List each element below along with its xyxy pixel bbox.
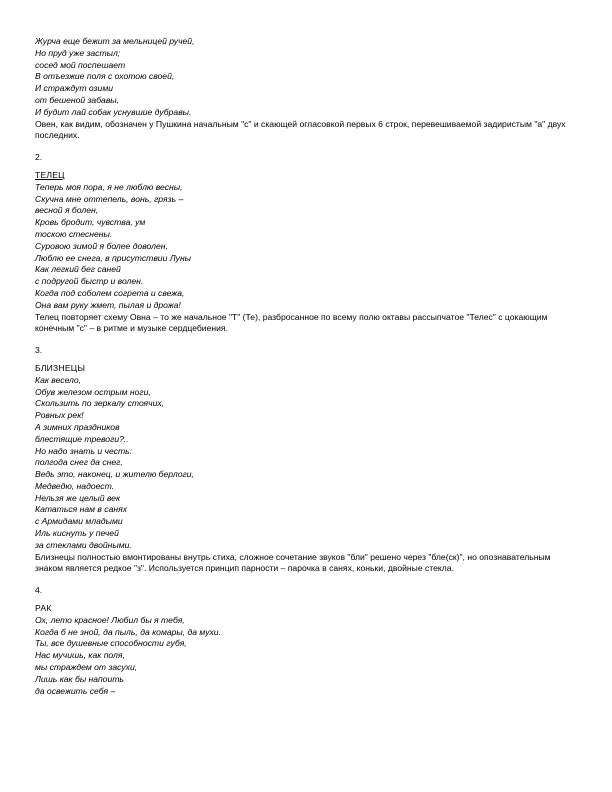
verse-line: Ровных рек! — [35, 410, 84, 421]
verse-line: весной я болен, — [35, 205, 99, 216]
section-title-cancer: РАК — [35, 603, 52, 614]
section-number: 2. — [35, 152, 43, 163]
verse-line: Люблю ее снега, в присутствии Луны — [35, 252, 191, 263]
verse-line: Медведю, надоест. — [35, 480, 115, 491]
verse-line: Как легкий бег саней — [35, 264, 121, 275]
verse-line: от бешеной забавы, — [35, 94, 120, 105]
verse-line: А зимних праздников — [35, 421, 120, 432]
verse-line: Теперь моя пора, я не люблю весны, — [35, 181, 183, 192]
verse-aries — [35, 36, 580, 119]
verse-line: блестящие тревоги?.. — [35, 433, 129, 444]
verse-line: И будит лай собак уснувшие дубравы. — [35, 106, 192, 117]
verse-line: мы страждем от засухи, — [35, 662, 138, 673]
verse-line: Кататься нам в санях — [35, 504, 127, 515]
section-number: 4. — [35, 585, 43, 596]
verse-line: Ох, лето красное! Любил бы я тебя, — [35, 614, 185, 625]
verse-line: Ведь это, наконец, и жителю берлоги, — [35, 469, 194, 480]
verse-line: с Армидами младыми — [35, 516, 123, 527]
verse-line: Скучна мне оттепель, вонь, грязь – — [35, 193, 184, 204]
comment-taurus: Телец повторяет схему Овна – то же начальное "Т" (Те), разбросанное по всему полю октавы рассыпчатое "Телес" с цокающим конечным "с" – в ритме и музыке сердцебиения. — [35, 311, 548, 334]
verse-line: Нельзя же целый век — [35, 492, 120, 503]
verse-line: Как весело, — [35, 374, 82, 385]
document-content — [35, 36, 580, 697]
verse-gemini — [35, 375, 580, 552]
section-title-taurus: ТЕЛЕЦ — [35, 169, 65, 180]
verse-line: Но надо знать и честь: — [35, 445, 133, 456]
verse-line: Когда под соболем согрета и свежа, — [35, 287, 185, 298]
verse-line: полгода снег да снег, — [35, 457, 123, 468]
verse-line: с подругой быстр и волен. — [35, 276, 144, 287]
verse-line: да освежить себя – — [35, 685, 116, 696]
verse-cancer — [35, 615, 580, 698]
verse-line: Нас мучишь, как поля, — [35, 650, 125, 661]
section-number: 3. — [35, 345, 43, 356]
comment-aries: Овен, как видим, обозначен у Пушкина начальным "с" и скающей огласовкой первых 6 строк, перевешиваемой задиристым "а" двух последних. — [35, 118, 566, 141]
verse-line: за стеклами двойными. — [35, 539, 132, 550]
verse-line: Кровь бродит, чувства, ум — [35, 217, 146, 228]
verse-line: И страждут озими — [35, 83, 113, 94]
verse-line: Скользить по зеркалу стоячих, — [35, 398, 165, 409]
verse-line: В отъезжие поля с охотою своей, — [35, 71, 175, 82]
verse-line: Она вам руку жмет, пылая и дрожа! — [35, 299, 181, 310]
verse-line: Иль киснуть у печей — [35, 528, 119, 539]
verse-line: Ты, все душевные способности губя, — [35, 638, 187, 649]
verse-line: Журча еще бежит за мельницей ручей, — [35, 36, 195, 46]
comment-gemini: Близнецы полностью вмонтированы внутрь стиха, сложное сочетание звуков "бли" решено через "бле(ск)", но опознавательным знаком является редкое "з". Используется принцип парности – парочка в санях, коньки, двойные стекла. — [35, 551, 551, 574]
section-title-gemini: БЛИЗНЕЦЫ — [35, 362, 86, 373]
verse-line: Лишь как бы напоить — [35, 673, 124, 684]
verse-line: Обув железом острым ноги, — [35, 386, 151, 397]
verse-line: сосед мой поспешает — [35, 59, 126, 70]
verse-line: Суровою зимой я более доволен, — [35, 240, 168, 251]
verse-taurus — [35, 182, 580, 312]
verse-line: Когда б не зной, да пыль, да комары, да мухи. — [35, 626, 221, 637]
verse-line: Но пруд уже застыл; — [35, 47, 121, 58]
verse-line: тоскою стеснены. — [35, 228, 113, 239]
